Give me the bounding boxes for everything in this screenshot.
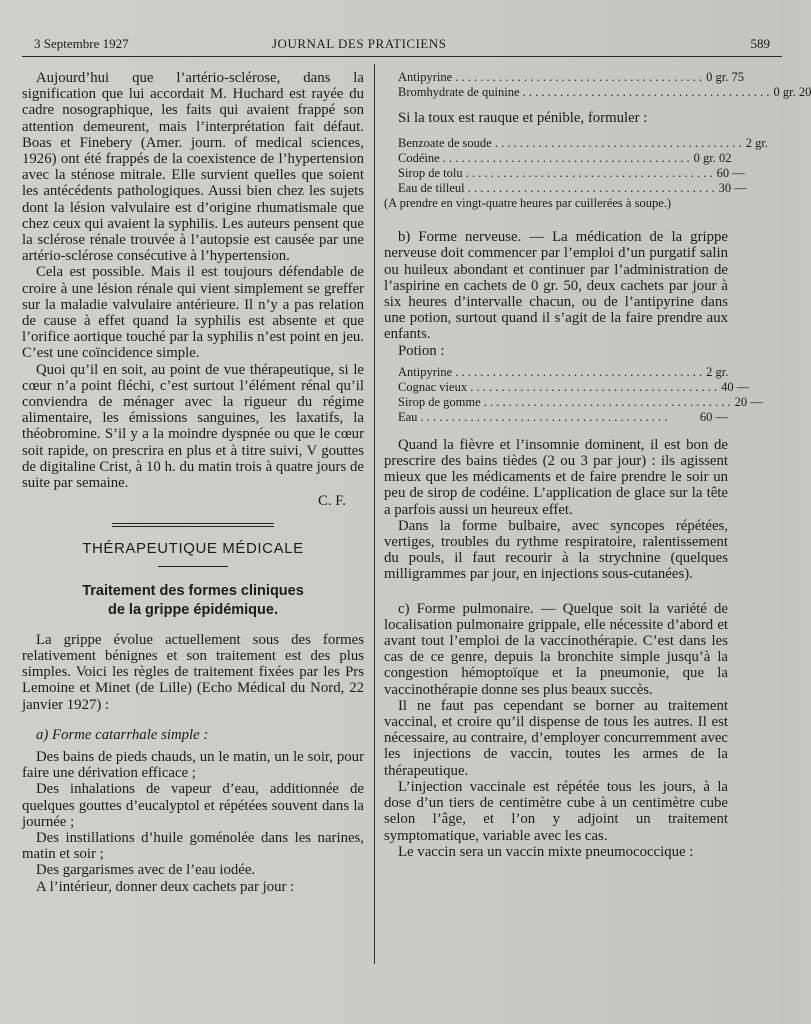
article-title	[22, 582, 364, 620]
drug-name: Codéine . . . . . . . . . . . . . . . . . . . . . . . . . . . . . . . . . . . . . . . .	[398, 151, 690, 166]
subheading-catarrhal: a) Forme catarrhale simple :	[36, 726, 209, 743]
paragraph-injection: L’injection vaccinale est répétée tous les jours, à la dose d’un tiers de centimètre cube à un centimètre cube selon l’âge, et l’on y adjoint un traitement symptomatique, variable avec les cas.	[384, 778, 728, 844]
drug-dose: 60 —	[699, 409, 728, 424]
potion-label: Potion :	[398, 342, 445, 359]
prescription-row	[398, 394, 763, 410]
drug-dose: 2 gr.	[706, 364, 729, 379]
drug-name: Antipyrine . . . . . . . . . . . . . . . . . . . . . . . . . . . . . . . . . . . . . . . .	[398, 364, 703, 379]
paragraph-fever: Quand la fièvre et l’insomnie dominent, il est bon de prescrire des bains tièdes (2 ou 3 par jour) : ils agissent mieux que les médicaments et de faire prendre le soir un peu de sirop de codéine. L’application de glace sur la tête a parfois aussi un heureux effet.	[384, 436, 728, 518]
issue-date: 3 Septembre 1927	[34, 36, 129, 51]
drug-dose: 60 —	[716, 166, 745, 181]
column-divider	[374, 64, 375, 964]
drug-dose: 30 —	[718, 181, 747, 196]
left-column	[22, 70, 364, 895]
prescription-row	[398, 379, 750, 395]
author-signature: C. F.	[317, 493, 346, 510]
treatment-item: Des inhalations de vapeur d’eau, additionnée de quelques gouttes d’eucalyptol et répétées souvent dans la journée ;	[22, 781, 364, 830]
paragraph-pulmonary-form: c) Forme pulmonaire. — Quelque soit la variété de localisation pulmonaire grippale, elle nécessite d’abord et avant tout l’emploi de la vaccinothérapie. C’est dans les cas de ce genre, depuis la bronchite simple jusqu’à la congestion hémoptoïque et la pneumonie, que la vaccinothérapie donne ses plus beaux succès.	[384, 600, 728, 698]
drug-name: Antipyrine . . . . . . . . . . . . . . . . . . . . . . . . . . . . . . . . . . . . . . . .	[398, 70, 703, 84]
drug-name: Bromhydrate de quinine . . . . . . . . . . . . . . . . . . . . . . . . . . . . . . . . . . . . . . . .	[398, 85, 770, 99]
treatment-item: A l’intérieur, donner deux cachets par jour :	[36, 878, 295, 895]
paragraph-nervous-form: b) Forme nerveuse. — La médication de la grippe nerveuse doit commencer par l’emploi d’un purgatif salin ou huileux abondant et continuer par l’administration de l’aspirine en cachets de 0 gr. 50, deux cachets par jour à six heures d’intervalle chacun, ou de l’antipyrine dans une potion, surtout quand il s’agit de la faire prendre aux enfants.	[384, 229, 728, 343]
treatment-item: Des bains de pieds chauds, un le matin, un le soir, pour faire une dérivation efficace ;	[22, 748, 364, 782]
drug-name: Sirop de gomme . . . . . . . . . . . . . . . . . . . . . . . . . . . . . . . . . . . . . . . .	[398, 394, 731, 409]
drug-name: Eau de tilleul . . . . . . . . . . . . . . . . . . . . . . . . . . . . . . . . . . . . . . . .	[398, 181, 715, 196]
prescription-row	[398, 365, 728, 380]
drug-dose: 40 —	[721, 379, 750, 394]
right-column	[384, 70, 811, 860]
drug-dose: 0 gr. 02	[693, 151, 732, 166]
prescription-row	[398, 85, 811, 100]
article-title-line-2: de la grippe épidémique.	[107, 601, 278, 618]
prescription-row	[398, 166, 745, 181]
prescription-row	[398, 151, 732, 166]
drug-dose: 0 gr. 75	[706, 70, 745, 84]
page-number: 589	[750, 36, 770, 51]
section-separator	[112, 523, 274, 527]
section-underline	[158, 566, 228, 567]
prescription-row	[398, 181, 747, 196]
prescription-row	[398, 70, 745, 85]
drug-name: Benzoate de soude . . . . . . . . . . . . . . . . . . . . . . . . . . . . . . . . . . . . . . . .	[398, 136, 742, 151]
paragraph-possible: Cela est possible. Mais il est toujours défendable de croire à une lésion rénale qui vient simplement se greffer sur la maladie valvulaire antérieure. Il n’y a pas relation de cause à effet quand la syphilis est absente et que l’orifice aortique touché par la syphilis n’est point en jeu. C’est une coïncidence simple.	[22, 264, 364, 362]
paragraph-mixed-vaccine: Le vaccin sera un vaccin mixte pneumococcique :	[398, 843, 694, 860]
paragraph-bulbar: Dans la forme bulbaire, avec syncopes répétées, vertiges, troubles du rythme respiratoire, ralentissement du pouls, il faut recourir à la strychnine (quelques milligrammes par jour, en injections sous-cutanées).	[384, 517, 728, 583]
drug-name: Cognac vieux . . . . . . . . . . . . . . . . . . . . . . . . . . . . . . . . . . . . . . . .	[398, 379, 718, 394]
prescription-row	[398, 136, 768, 151]
section-heading: THÉRAPEUTIQUE MÉDICALE	[82, 540, 304, 558]
prescription-cough	[398, 136, 768, 196]
drug-dose: 0 gr. 20	[773, 85, 811, 99]
drug-name: Sirop de tolu . . . . . . . . . . . . . . . . . . . . . . . . . . . . . . . . . . . . . . . .	[398, 166, 713, 181]
drug-dose: 2 gr.	[745, 136, 768, 151]
treatment-item: Des instillations d’huile goménolée dans les narines, matin et soir ;	[22, 829, 364, 863]
journal-title: JOURNAL DES PRATICIENS	[272, 36, 447, 51]
paragraph-therapeutic: Quoi qu’il en soit, au point de vue thérapeutique, si le cœur n’a point fléchi, c’est surtout l’élément rénal qu’il conviendra de ménager avec la rigueur du régime alimentaire, les émissions sanguines, les laxatifs, la théobromine. S’il y a la moindre dyspnée ou que le cœur soit rapide, on prescrira en plus et à titre suivi, V gouttes de digitaline Crist, à 10 h. du matin trois à quatre jours de suite par semaine.	[22, 361, 364, 492]
paragraph-arteriosclerosis: Aujourd’hui que l’artério-sclérose, dans la signification que lui accordait M. Huchard est rayée du cadre nosographique, les faits qui avaient frappé son attention demeurent, mais l’interprétation fait défaut. Boas et Finebery (Amer. journ. of medical sciences, 1926) ont été frappés de la coexistence de l’hypertension avec la sténose mitrale. Elle survient quelles que soient les antécédents pathologiques. Aussi bien chez les sujets dont la lésion valvulaire est d’origine rhumatismale que chez ceux qui avaient la syphilis. Les auteurs pensent que la sclérose rénale trouvée à l’autopsie est causée par une artério-sclérose consécutive à l’hypertension.	[22, 70, 364, 265]
prescription-cachets	[398, 70, 811, 100]
paragraph-vaccine-treatment: Il ne faut pas cependant se borner au traitement vaccinal, et croire qu’il dispense de tous les autres. Il est nécessaire, au contraire, d’employer concurremment avec les injections de vaccin, toutes les armes de la thérapeutique.	[384, 697, 728, 779]
paragraph-cough: Si la toux est rauque et pénible, formuler :	[398, 110, 648, 126]
header-rule	[22, 56, 782, 57]
prescription-note: (A prendre en vingt-quatre heures par cuillerées à soupe.)	[384, 196, 672, 211]
drug-dose: 20 —	[734, 394, 763, 409]
article-title-line-1: Traitement des formes cliniques	[82, 582, 304, 599]
running-header	[34, 36, 780, 54]
prescription-potion	[398, 364, 763, 425]
paragraph-intro: La grippe évolue actuellement sous des formes relativement bénignes et son traitement est des plus simples. Voici les règles de traitement fixées par les Prs Lemoine et Minet (de Lille) (Echo Médical du Nord, 22 janvier 1927) :	[22, 631, 364, 713]
treatment-item: Des gargarismes avec de l’eau iodée.	[36, 862, 256, 879]
prescription-row	[398, 410, 728, 425]
drug-name: Eau . . . . . . . . . . . . . . . . . . . . . . . . . . . . . . . . . . . . . . . .	[398, 409, 668, 424]
